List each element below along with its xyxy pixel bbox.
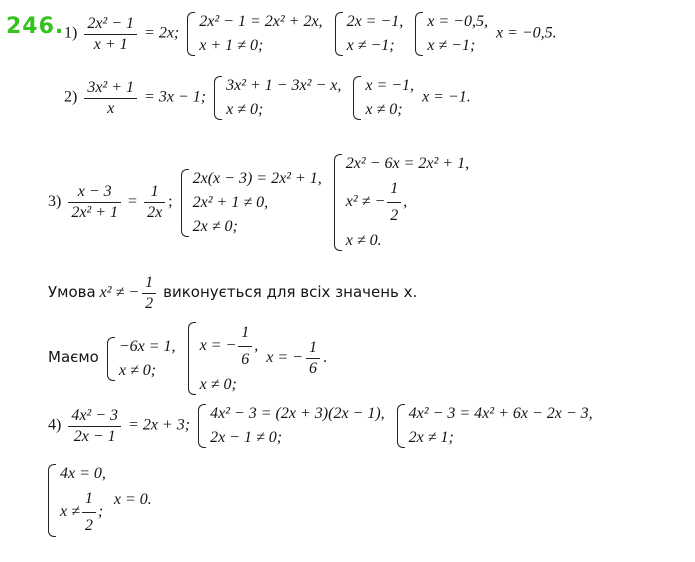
row-text: x² ≠ − (345, 193, 386, 211)
part-3-lhs-fraction (68, 183, 121, 222)
system-row: 2x ≠ 1; (408, 429, 454, 446)
row-text: , (403, 193, 408, 211)
system-row: x + 1 ≠ 0; (199, 37, 264, 54)
fraction-denominator: 2 (145, 295, 154, 312)
condition-line (48, 274, 417, 313)
part-4-continuation-line (44, 462, 152, 539)
fraction-denominator: 2 (390, 207, 399, 224)
problem-number: 246. (6, 14, 65, 39)
system-row: 3x² + 1 − 3x² − x, (226, 77, 342, 94)
fraction-numerator: 1 (142, 274, 156, 294)
fraction-denominator: 2x (147, 204, 163, 221)
part-2-answer: x = −1. (422, 88, 471, 106)
system-row: −6x = 1, (118, 337, 176, 355)
row-text: x ≠ (60, 503, 80, 521)
system-brace (415, 12, 423, 56)
fraction-numerator: 1 (144, 183, 165, 203)
part-2-equation-rhs: = 3x − 1; (144, 88, 207, 106)
row-text: , (254, 337, 259, 355)
part-3-line (48, 152, 473, 253)
system-brace (181, 169, 189, 237)
semicolon: ; (168, 193, 173, 211)
fraction-numerator: 1 (82, 487, 96, 513)
system-row (346, 176, 469, 229)
equals-sign: = (128, 193, 138, 211)
fraction-denominator: 2 (84, 517, 93, 534)
system-row: 2x ≠ 0; (192, 217, 238, 235)
part-1-line (64, 10, 557, 58)
system-row: x = −1, (365, 77, 415, 94)
condition-fraction (142, 274, 156, 313)
system-row: x ≠ 0; (118, 361, 157, 379)
part-2-label: 2) (64, 88, 78, 106)
fraction-numerator: x − 3 (68, 183, 121, 203)
condition-pre-text: Умова (48, 283, 96, 302)
system-brace (353, 76, 361, 120)
system-row: x = −0,5, (427, 13, 488, 30)
fraction-numerator: 1 (387, 177, 401, 203)
system-row: x ≠ −1; (346, 37, 395, 54)
fraction-numerator: 4x² − 3 (68, 407, 121, 427)
system-row: x ≠ 0; (226, 101, 264, 118)
condition-expression: x² ≠ − (99, 284, 140, 302)
fraction-denominator: x + 1 (93, 35, 128, 53)
part-1-system-2 (335, 10, 404, 58)
system-row (200, 320, 259, 373)
system-brace (214, 76, 222, 120)
part-4-system-2 (397, 402, 593, 450)
system-row: 2x = −1, (346, 13, 404, 30)
part-2-system-2 (353, 74, 414, 122)
have-line (48, 320, 327, 397)
part-3-system-1 (181, 167, 322, 239)
row-fraction (82, 487, 96, 538)
row-text: x = − (199, 337, 237, 355)
part-2-fraction (84, 79, 137, 118)
part-4-fraction (68, 407, 121, 446)
system-row: 2x − 1 ≠ 0; (210, 429, 283, 446)
system-row: 2x² − 1 = 2x² + 2x, (199, 13, 323, 30)
part-4-system-1 (198, 402, 385, 450)
row-fraction (238, 321, 252, 372)
fraction-denominator: x (107, 99, 115, 117)
have-system-1 (107, 335, 176, 383)
part-4-line (48, 402, 597, 450)
have-system-2 (188, 320, 259, 397)
system-row: x ≠ 0; (365, 101, 403, 118)
part-2-line (64, 74, 471, 122)
have-answer-period: . (322, 349, 327, 367)
part-1-fraction (84, 15, 137, 54)
fraction-numerator: 1 (238, 321, 252, 347)
fraction-numerator: 2x² − 1 (84, 15, 137, 35)
system-brace (107, 337, 115, 381)
system-brace (198, 404, 206, 448)
part-1-system-3 (415, 10, 488, 58)
fraction-denominator: 6 (308, 360, 317, 377)
part-4-label: 4) (48, 416, 62, 434)
row-text: ; (97, 503, 104, 521)
condition-post-text: виконується для всіх значень x. (163, 283, 418, 302)
part-1-system-1 (187, 10, 322, 58)
system-brace (335, 12, 343, 56)
system-row (60, 486, 106, 539)
system-row: 4x = 0, (60, 465, 106, 482)
part-3-label: 3) (48, 193, 62, 211)
system-brace (48, 464, 56, 537)
system-brace (187, 12, 195, 56)
part-4-answer: x = 0. (113, 491, 152, 509)
system-row: 4x² − 3 = 4x² + 6x − 2x − 3, (408, 405, 593, 422)
part-3-system-2 (334, 152, 469, 253)
system-brace (334, 154, 342, 251)
have-answer-fraction (306, 339, 320, 378)
system-row: 2x² − 6x = 2x² + 1, (345, 155, 470, 172)
system-row: x ≠ 0. (345, 232, 382, 249)
fraction-denominator: 2x² + 1 (71, 204, 119, 221)
system-brace (188, 322, 196, 395)
have-word: Маємо (48, 348, 99, 367)
fraction-numerator: 3x² + 1 (84, 79, 137, 99)
system-row: x ≠ 0; (199, 376, 237, 393)
system-brace (397, 404, 405, 448)
system-row: x ≠ −1; (427, 37, 476, 54)
part-1-label: 1) (64, 24, 78, 42)
part-1-answer: x = −0,5. (495, 24, 557, 42)
part-4-equation-rhs: = 2x + 3; (128, 416, 191, 434)
fraction-denominator: 6 (241, 351, 250, 368)
system-row: 2x(x − 3) = 2x² + 1, (192, 169, 322, 187)
row-fraction (387, 177, 401, 228)
part-4-system-3 (48, 462, 106, 539)
system-row: 4x² − 3 = (2x + 3)(2x − 1), (210, 405, 385, 422)
have-answer-text: x = − (266, 349, 303, 367)
system-row: 2x² + 1 ≠ 0, (192, 193, 269, 211)
fraction-numerator: 1 (306, 339, 320, 359)
part-1-equation-rhs: = 2x; (144, 24, 180, 42)
part-2-system-1 (214, 74, 341, 122)
fraction-denominator: 2x − 1 (73, 427, 116, 445)
part-3-rhs-fraction (144, 183, 165, 222)
